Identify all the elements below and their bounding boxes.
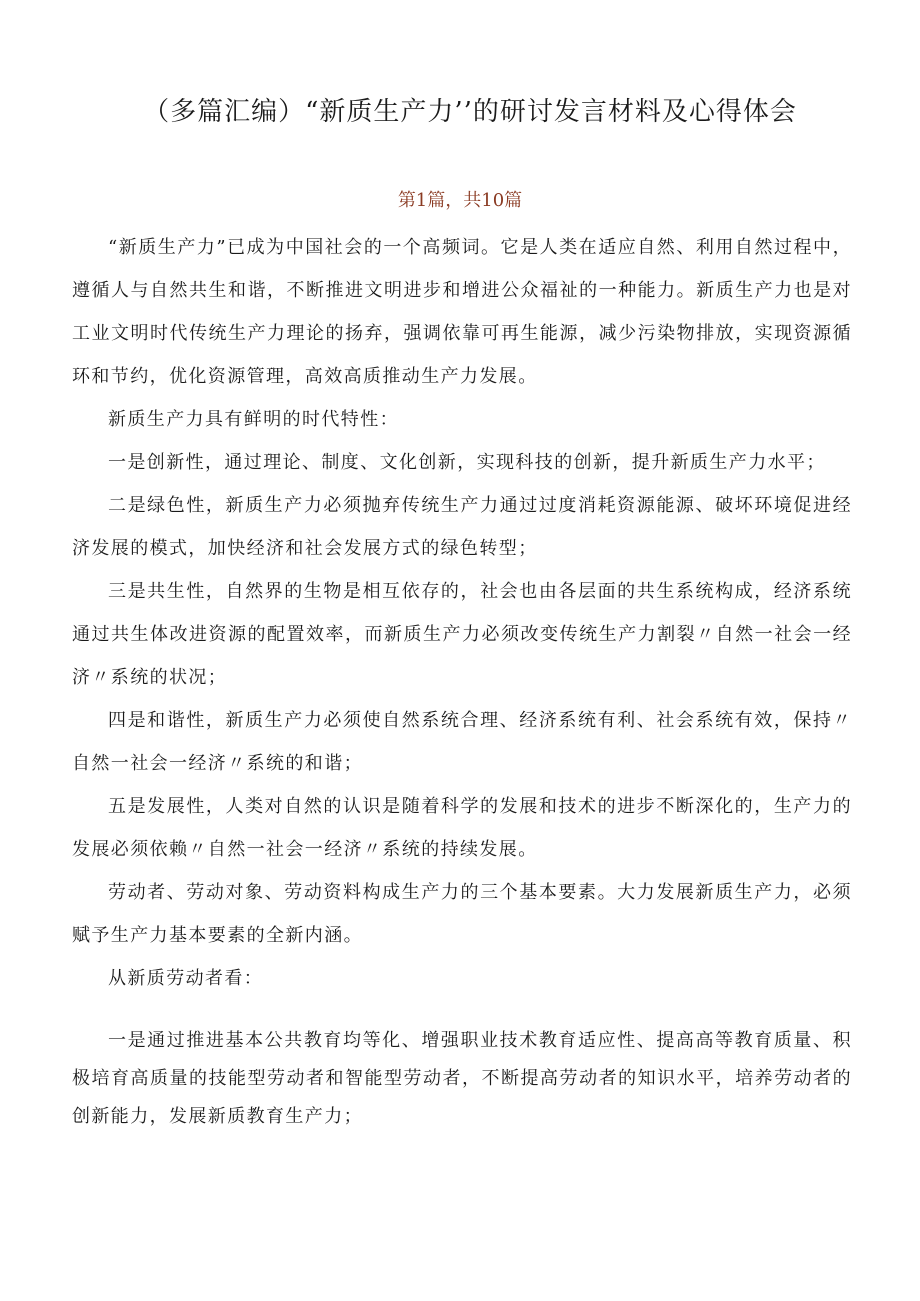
paragraph-features-heading: 新质生产力具有鲜明的时代特性： xyxy=(108,409,399,430)
paragraph-innovation: 一是创新性，通过理论、制度、文化创新，实现科技的创新，提升新质生产力水平； xyxy=(108,452,826,473)
document-title: （多篇汇编）“新质生产力’’的研讨发言材料及心得体会 xyxy=(143,97,797,127)
document-body xyxy=(72,226,852,1136)
paragraph-development: 五是发展性，人类对自然的认识是随着科学的发展和技术的进步不断深化的，生产力的发展必须依赖〃自然一社会一经济〃系统的持续发展。 xyxy=(72,796,852,860)
paragraph-symbiosis: 三是共生性，自然界的生物是相互依存的，社会也由各层面的共生系统构成，经济系统通过共生体改进资源的配置效率，而新质生产力必须改变传统生产力割裂〃自然一社会一经济〃系统的状况； xyxy=(72,581,852,688)
paragraph-workers-heading: 从新质劳动者看： xyxy=(108,968,264,989)
paragraph-harmony: 四是和谐性，新质生产力必须使自然系统合理、经济系统有利、社会系统有效，保持〃自然一社会一经济〃系统的和谐； xyxy=(72,710,852,774)
paragraph-education: 一是通过推进基本公共教育均等化、增强职业技术教育适应性、提高高等教育质量、积极培育高质量的技能型劳动者和智能型劳动者，不断提高劳动者的知识水平，培养劳动者的创新能力，发展新质教育生产力； xyxy=(72,1030,852,1127)
paragraph-green: 二是绿色性，新质生产力必须抛弃传统生产力通过过度消耗资源能源、破坏环境促进经济发展的模式，加快经济和社会发展方式的绿色转型； xyxy=(72,495,852,559)
paragraph-elements: 劳动者、劳动对象、劳动资料构成生产力的三个基本要素。大力发展新质生产力，必须赋予生产力基本要素的全新内涵。 xyxy=(72,882,852,946)
paragraph-intro: “新质生产力”已成为中国社会的一个高频词。它是人类在适应自然、利用自然过程中，遵循人与自然共生和谐，不断推进文明进步和增进公众福祉的一种能力。新质生产力也是对工业文明时代传统生产力理论的扬弃，强调依靠可再生能源，减少污染物排放，实现资源循环和节约，优化资源管理，高效高质推动生产力发展。 xyxy=(72,237,852,387)
section-indicator: 第1篇，共10篇 xyxy=(397,190,523,211)
